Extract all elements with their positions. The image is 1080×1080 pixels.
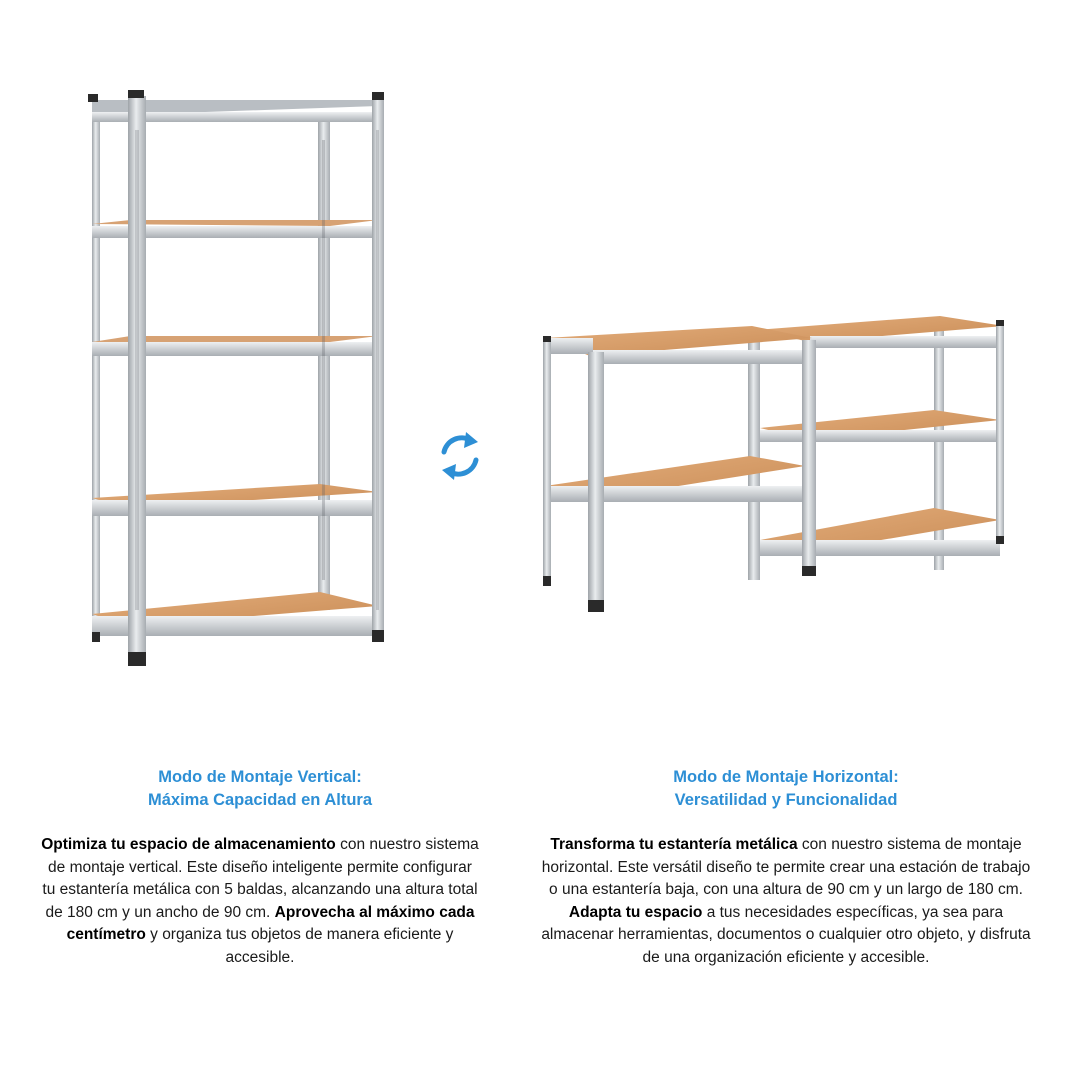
refresh-cycle-icon — [442, 432, 478, 480]
horizontal-title-line1: Modo de Montaje Horizontal: — [673, 768, 899, 786]
horizontal-mode-section — [540, 766, 1032, 969]
vertical-body-text-2: y organiza tus objetos de manera eficiente y accesible. — [145, 926, 454, 966]
vertical-mode-title — [40, 766, 480, 812]
vertical-body-bold-1: Optimiza tu espacio de almacenamiento — [41, 836, 336, 853]
horizontal-title-line2: Versatilidad y Funcionalidad — [674, 791, 898, 809]
horizontal-body-bold-1: Transforma tu estantería metálica — [550, 836, 798, 853]
vertical-mode-section — [40, 766, 480, 969]
vertical-body-bold-2: Aprovecha al máximo cada centímetro — [66, 903, 475, 943]
vertical-mode-description — [40, 834, 480, 969]
horizontal-body-text-1: con nuestro sistema de montaje horizontal. Este versátil diseño te permite crear una estación de trabajo o una estantería baja, con una altura de 90 cm y un largo de 180 cm. — [541, 836, 1031, 898]
vertical-body-text-1: con nuestro sistema de montaje vertical. Este diseño inteligente permite configurar tu estantería metálica con 5 baldas, alcanzando una altura total de 180 cm y un ancho de 90 cm. — [42, 836, 479, 921]
vertical-title-line2: Máxima Capacidad en Altura — [147, 791, 373, 809]
vertical-shelving-unit — [88, 90, 384, 666]
vertical-title-line1: Modo de Montaje Vertical: — [158, 768, 362, 786]
horizontal-body-bold-2: Adapta tu espacio — [568, 903, 703, 921]
horizontal-mode-title — [540, 766, 1032, 812]
horizontal-body-text-2: a tus necesidades específicas, ya sea para almacenar herramientas, documentos o cualquier otro objeto, y disfruta de una organización eficiente y accesible. — [541, 903, 1031, 966]
horizontal-shelving-unit — [543, 316, 1004, 612]
horizontal-mode-description — [540, 834, 1032, 969]
